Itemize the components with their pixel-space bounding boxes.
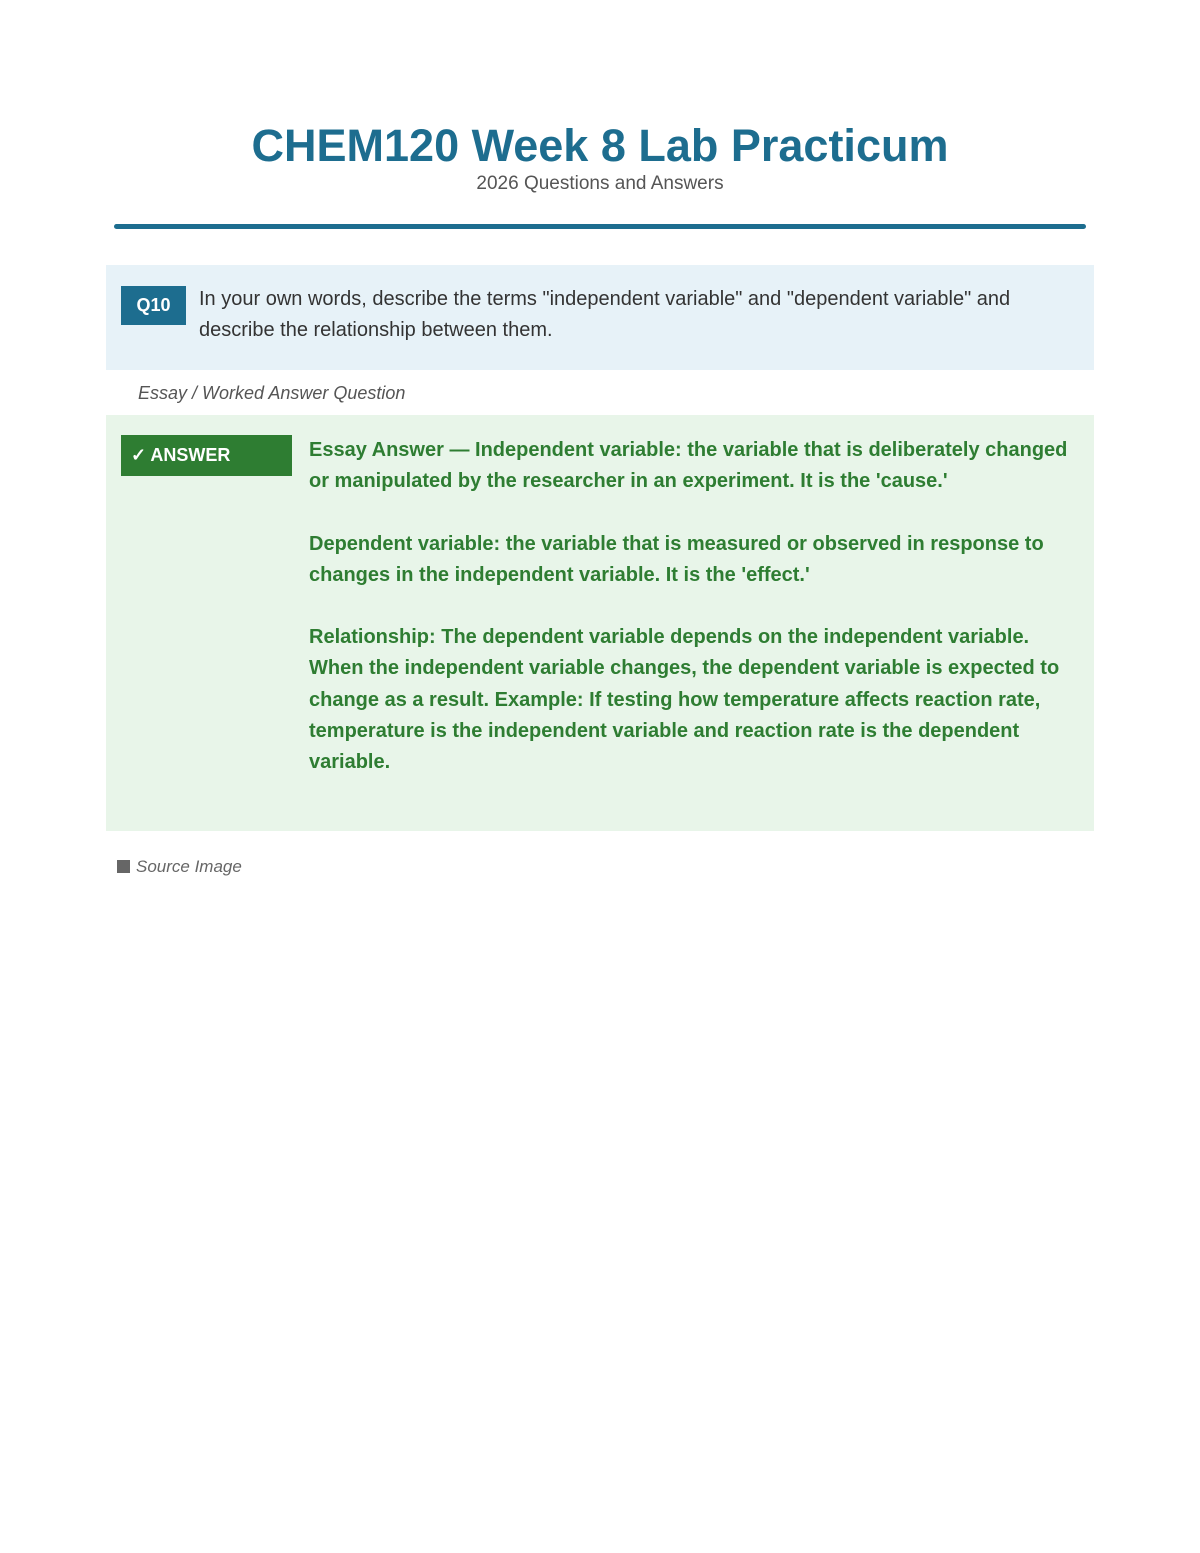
answer-paragraph: Dependent variable: the variable that is measured or observed in response to changes in the independent variable. It is the 'effect.' [309, 532, 1044, 586]
question-number-badge: Q10 [121, 286, 186, 325]
source-image-link[interactable] [117, 855, 242, 879]
question-text: In your own words, describe the terms "independent variable" and "dependent variable" and describe the relationship between them. [199, 288, 1011, 341]
document-title: CHEM120 Week 8 Lab Practicum [251, 120, 949, 171]
title-divider [114, 224, 1086, 229]
answer-paragraph: Relationship: The dependent variable depends on the independent variable. When the independent variable changes, the dependent variable is expected to change as a result. Example: If testing how temperature affects reaction rate, temperature is the independent variable and reaction rate is the dependent variable. [309, 626, 1060, 774]
question-type-label: Essay / Worked Answer Question [138, 383, 406, 403]
answer-paragraph: Essay Answer — Independent variable: the variable that is deliberately changed or manipulated by the researcher in an experiment. It is the 'cause.' [309, 439, 1068, 493]
document-subtitle: 2026 Questions and Answers [476, 173, 724, 194]
square-icon [117, 860, 130, 873]
source-image-label: Source Image [136, 857, 242, 876]
answer-box [106, 415, 1094, 831]
answer-badge: ✓ ANSWER [121, 435, 292, 476]
question-box [106, 265, 1094, 370]
answer-text [309, 435, 1084, 779]
